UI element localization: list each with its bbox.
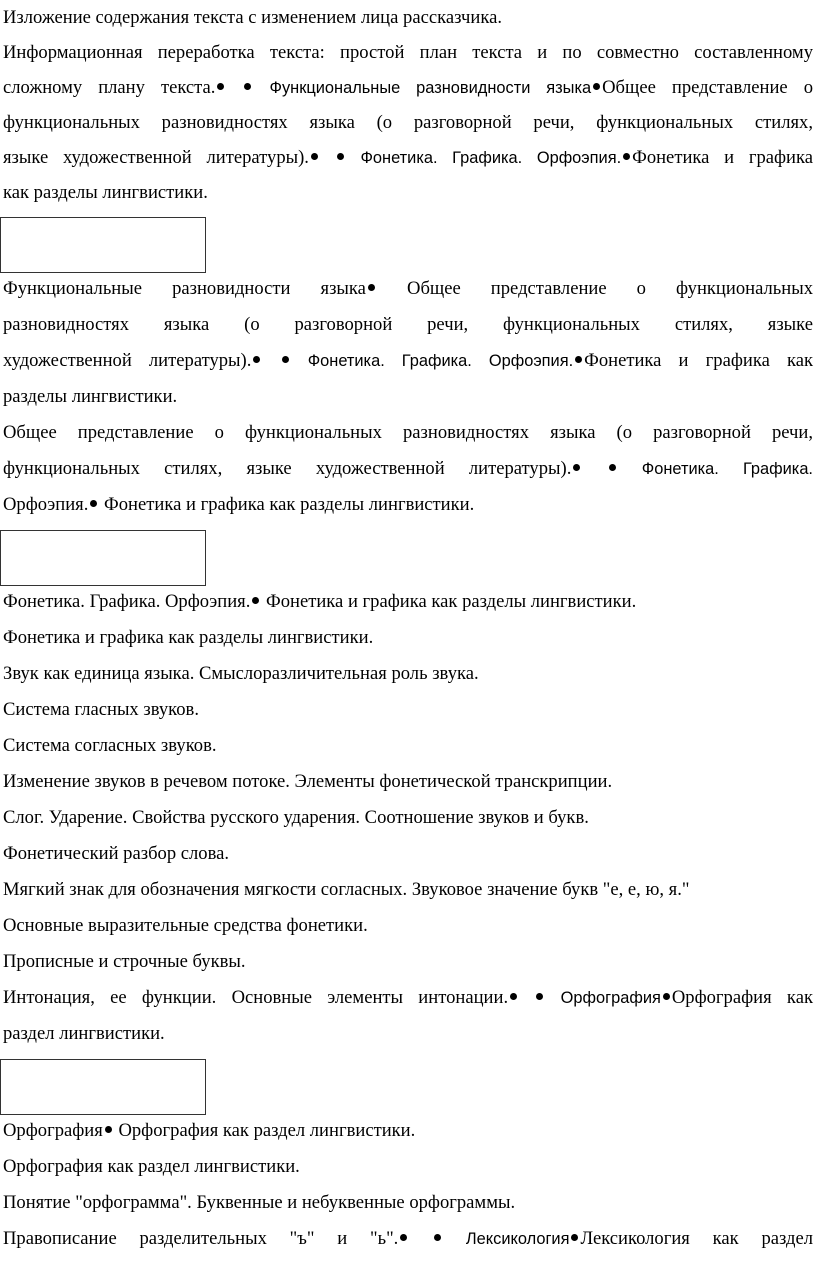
text-line — [3, 343, 813, 379]
bullet-icon — [609, 464, 616, 471]
text-line: Слог. Ударение. Свойства русского ударения. Соотношение звуков и букв. — [3, 807, 589, 828]
text-line — [3, 140, 813, 176]
image-placeholder — [0, 217, 206, 273]
text-line: Мягкий знак для обозначения мягкости согласных. Звуковое значение букв "е, е, ю, я." — [3, 879, 690, 900]
text-line — [3, 70, 813, 106]
text-segment: Орфоэпия. — [3, 494, 89, 515]
heading-segment: Фонетика. Графика. — [641, 460, 813, 478]
bullet-icon — [244, 83, 251, 90]
text-segment: Правописание разделительных "ъ" и "ь". — [3, 1228, 399, 1249]
text-line: Прописные и строчные буквы. — [3, 951, 246, 972]
text-line — [3, 1113, 813, 1149]
heading-segment: Орфография — [560, 989, 661, 1007]
image-placeholder — [0, 1059, 206, 1115]
text-line: Фонетический разбор слова. — [3, 843, 230, 864]
text-segment: функциональных стилях, языке художественной литературы). — [3, 458, 572, 479]
text-line — [3, 271, 813, 307]
text-segment: Фонетика и графика как разделы лингвистики. — [104, 494, 475, 515]
bullet-icon — [217, 83, 224, 90]
text-line — [3, 584, 813, 620]
text-segment: языке художественной литературы). — [3, 147, 309, 168]
bullet-icon — [253, 356, 260, 363]
text-segment: Орфография как — [671, 987, 813, 1008]
heading-segment: Фонетика. Графика. Орфоэпия. — [360, 149, 622, 167]
text-segment: сложному плану текста. — [3, 77, 216, 98]
text-line — [3, 980, 813, 1016]
text-line: Изменение звуков в речевом потоке. Элементы фонетической транскрипции. — [3, 771, 613, 792]
text-segment: Функциональные разновидности языка — [3, 278, 366, 299]
text-line: Изложение содержания текста с изменением лица рассказчика. — [3, 7, 503, 28]
bullet-icon — [337, 153, 344, 160]
text-segment: Общее представление о функциональных — [407, 278, 813, 299]
bullet-icon — [623, 153, 630, 160]
text-line: Общее представление о функциональных разновидностях языка (о разговорной речи, — [3, 422, 813, 443]
text-line — [3, 487, 813, 523]
bullet-icon — [575, 356, 582, 363]
bullet-icon — [252, 597, 259, 604]
image-placeholder — [0, 530, 206, 586]
text-segment: Интонация, ее функции. Основные элементы интонации. — [3, 987, 509, 1008]
bullet-icon — [510, 993, 517, 1000]
text-segment: Орфография — [3, 1120, 103, 1141]
text-segment: Фонетика и графика — [632, 147, 813, 168]
heading-segment: Фонетика. Графика. Орфоэпия. — [307, 352, 574, 370]
text-line: функциональных разновидностях языка (о разговорной речи, функциональных стилях, — [3, 112, 813, 133]
bullet-icon — [368, 284, 375, 291]
text-line: Понятие "орфограмма". Буквенные и небуквенные орфограммы. — [3, 1192, 516, 1213]
text-line: как разделы лингвистики. — [3, 182, 208, 203]
text-line: разновидностях языка (о разговорной речи, функциональных стилях, языке — [3, 314, 813, 335]
text-line: Фонетика и графика как разделы лингвистики. — [3, 627, 374, 648]
heading-segment: Лексикология — [465, 1230, 570, 1248]
text-line: Основные выразительные средства фонетики. — [3, 915, 368, 936]
bullet-icon — [311, 153, 318, 160]
text-segment: Общее представление о — [602, 77, 813, 98]
text-segment: Лексикология как раздел — [580, 1228, 813, 1249]
bullet-icon — [593, 83, 600, 90]
text-segment: Фонетика. Графика. Орфоэпия. — [3, 591, 251, 612]
text-segment: Орфография как раздел лингвистики. — [118, 1120, 416, 1141]
bullet-icon — [105, 1126, 112, 1133]
text-line: Информационная переработка текста: простой план текста и по совместно составленному — [3, 42, 813, 63]
bullet-icon — [536, 993, 543, 1000]
text-line: раздел лингвистики. — [3, 1023, 165, 1044]
text-line: Система согласных звуков. — [3, 735, 217, 756]
text-line: разделы лингвистики. — [3, 386, 178, 407]
text-segment: художественной литературы). — [3, 350, 252, 371]
text-line: Звук как единица языка. Смыслоразличительная роль звука. — [3, 663, 479, 684]
bullet-icon — [573, 464, 580, 471]
text-line: Орфография как раздел лингвистики. — [3, 1156, 300, 1177]
bullet-icon — [663, 993, 670, 1000]
text-line — [3, 451, 813, 487]
text-segment: Фонетика и графика как — [584, 350, 813, 371]
bullet-icon — [571, 1234, 578, 1241]
text-line: Система гласных звуков. — [3, 699, 199, 720]
bullet-icon — [90, 500, 97, 507]
bullet-icon — [400, 1234, 407, 1241]
bullet-icon — [434, 1234, 441, 1241]
text-line — [3, 1221, 813, 1257]
heading-segment: Функциональные разновидности языка — [269, 79, 592, 97]
text-segment: Фонетика и графика как разделы лингвистики. — [266, 591, 637, 612]
bullet-icon — [282, 356, 289, 363]
